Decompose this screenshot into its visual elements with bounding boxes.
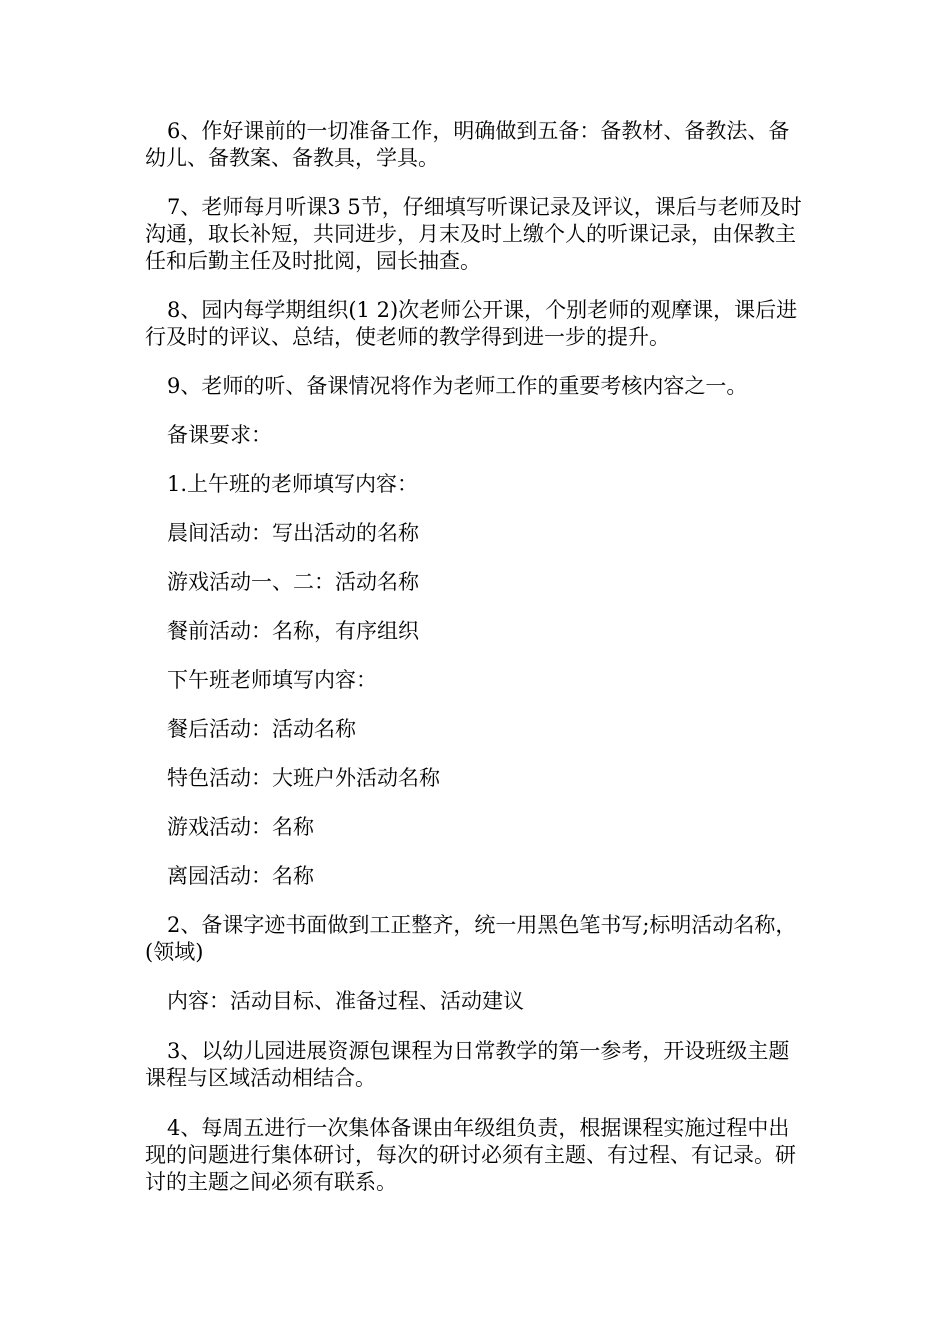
content-line: 内容：活动目标、准备过程、活动建议 bbox=[167, 989, 524, 1013]
section-heading-lesson-prep: 备课要求： bbox=[167, 423, 272, 447]
morning-class-heading: 1.上午班的老师填写内容： bbox=[167, 472, 419, 496]
paragraph-item-9: 9、老师的听、备课情况将作为老师工作的重要考核内容之一。 bbox=[167, 374, 748, 398]
afternoon-class-heading: 下午班老师填写内容： bbox=[167, 668, 377, 692]
game-activity-line: 游戏活动一、二：活动名称 bbox=[167, 570, 419, 594]
paragraph-item-8: 8、园内每学期组织(1 2)次老师公开课，个别老师的观摩课，课后进行及时的评议、总结，使老师的教学得到进一步的提升。 bbox=[145, 298, 798, 349]
pre-meal-activity-line: 餐前活动：名称，有序组织 bbox=[167, 619, 419, 643]
game-activity-name-line: 游戏活动：名称 bbox=[167, 815, 314, 839]
paragraph-item-2: 2、备课字迹书面做到工正整齐，统一用黑色笔书写;标明活动名称，(领域) bbox=[145, 913, 797, 964]
leaving-activity-line: 离园活动：名称 bbox=[167, 864, 314, 888]
morning-activity-line: 晨间活动：写出活动的名称 bbox=[167, 521, 419, 545]
feature-activity-line: 特色活动：大班户外活动名称 bbox=[167, 766, 440, 790]
post-meal-activity-line: 餐后活动：活动名称 bbox=[167, 717, 356, 741]
paragraph-item-6: 6、作好课前的一切准备工作，明确做到五备：备教材、备教法、备幼儿、备教案、备教具，学具。 bbox=[145, 119, 790, 170]
paragraph-item-4: 4、每周五进行一次集体备课由年级组负责，根据课程实施过程中出现的问题进行集体研讨，每次的研讨必须有主题、有过程、有记录。研讨的主题之间必须有联系。 bbox=[145, 1116, 796, 1194]
paragraph-item-7: 7、老师每月听课3 5节，仔细填写听课记录及评议，课后与老师及时沟通，取长补短，共同进步，月末及时上缴个人的听课记录，由保教主任和后勤主任及时批阅，园长抽查。 bbox=[145, 195, 802, 273]
paragraph-item-3: 3、以幼儿园进展资源包课程为日常教学的第一参考，开设班级主题课程与区域活动相结合。 bbox=[145, 1039, 790, 1090]
document-body bbox=[145, 118, 805, 1196]
